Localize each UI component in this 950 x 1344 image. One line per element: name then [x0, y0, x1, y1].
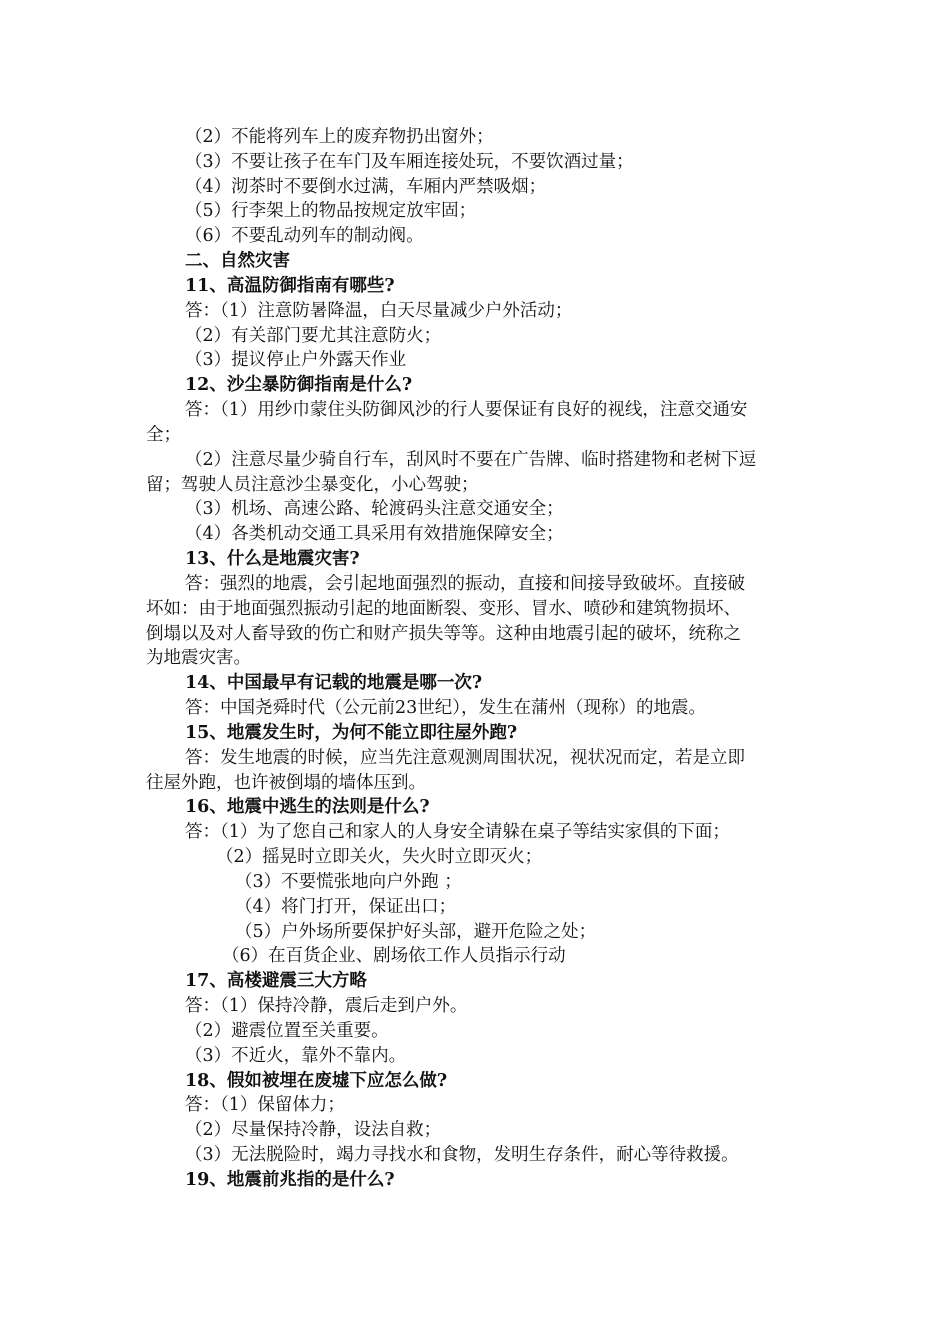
answer-line: 答：（1）保持冷静，震后走到户外。 [185, 996, 468, 1016]
list-item: （3）提议停止户外露天作业 [185, 350, 407, 370]
list-item: （4）沏茶时不要倒水过满，车厢内严禁吸烟； [185, 177, 547, 197]
list-item: （2）避震位置至关重要。 [185, 1021, 389, 1041]
answer-line: 答：（1）用纱巾蒙住头防御风沙的行人要保证有良好的视线，注意交通安 [185, 400, 748, 420]
question-heading: 19、地震前兆指的是什么? [185, 1170, 395, 1190]
question-heading: 12、沙尘暴防御指南是什么? [185, 375, 413, 395]
list-item: （5）户外场所要保护好头部，避开危险之处； [235, 922, 597, 942]
answer-line: 为地震灾害。 [146, 648, 251, 668]
answer-line: 答：强烈的地震，会引起地面强烈的振动，直接和间接导致破坏。直接破 [185, 574, 745, 594]
answer-line: 全； [146, 425, 181, 445]
question-heading: 11、高温防御指南有哪些? [185, 276, 395, 296]
list-item: （2）不能将列车上的废弃物扔出窗外； [185, 127, 494, 147]
question-heading: 16、地震中逃生的法则是什么? [185, 797, 430, 817]
list-item: （6）不要乱动列车的制动阀。 [185, 226, 424, 246]
question-heading: 15、地震发生时，为何不能立即往屋外跑? [185, 723, 518, 743]
list-item: （2）摇晃时立即关火，失火时立即灭火； [216, 847, 543, 867]
answer-line: 坏如：由于地面强烈振动引起的地面断裂、变形、冒水、喷砂和建筑物损坏、 [146, 599, 741, 619]
list-item: （3）不近火，靠外不靠内。 [185, 1046, 407, 1066]
answer-line: 答：发生地震的时候，应当先注意观测周围状况，视状况而定，若是立即 [185, 748, 745, 768]
question-heading: 18、假如被埋在废墟下应怎么做? [185, 1071, 448, 1091]
list-item: （5）行李架上的物品按规定放牢固； [185, 201, 477, 221]
list-item: （3）不要慌张地向户外跑 ； [235, 872, 462, 892]
section-heading: 二、自然灾害 [185, 251, 290, 271]
list-item: （4）各类机动交通工具采用有效措施保障安全； [185, 524, 564, 544]
list-item: （2）注意尽量少骑自行车，刮风时不要在广告牌、临时搭建物和老树下逗 [185, 450, 757, 470]
question-heading: 14、中国最早有记载的地震是哪一次? [185, 673, 483, 693]
list-item: （3）不要让孩子在车门及车厢连接处玩，不要饮酒过量； [185, 152, 634, 172]
answer-line: 答：中国尧舜时代（公元前23世纪），发生在蒲州（现称）的地震。 [185, 698, 707, 718]
answer-line: 答：（1）为了您自己和家人的人身安全请躲在桌子等结实家俱的下面； [185, 822, 730, 842]
list-item: （2）尽量保持冷静，设法自救； [185, 1120, 442, 1140]
answer-line: 答：（1）保留体力； [185, 1095, 345, 1115]
list-item: （3）无法脱险时，竭力寻找水和食物，发明生存条件，耐心等待救援。 [185, 1145, 739, 1165]
answer-line: 答：（1）注意防暑降温，白天尽量减少户外活动； [185, 301, 573, 321]
answer-line: 往屋外跑，也许被倒塌的墙体压到。 [146, 773, 426, 793]
list-item: （6）在百货企业、剧场依工作人员指示行动 [222, 946, 566, 966]
list-item: 留；驾驶人员注意沙尘暴变化，小心驾驶； [146, 475, 479, 495]
list-item: （2）有关部门要尤其注意防火； [185, 326, 442, 346]
question-heading: 13、什么是地震灾害? [185, 549, 360, 569]
question-heading: 17、高楼避震三大方略 [185, 971, 367, 991]
answer-line: 倒塌以及对人畜导致的伤亡和财产损失等等。这种由地震引起的破坏，统称之 [146, 624, 741, 644]
list-item: （4）将门打开，保证出口； [235, 897, 457, 917]
list-item: （3）机场、高速公路、轮渡码头注意交通安全； [185, 499, 564, 519]
